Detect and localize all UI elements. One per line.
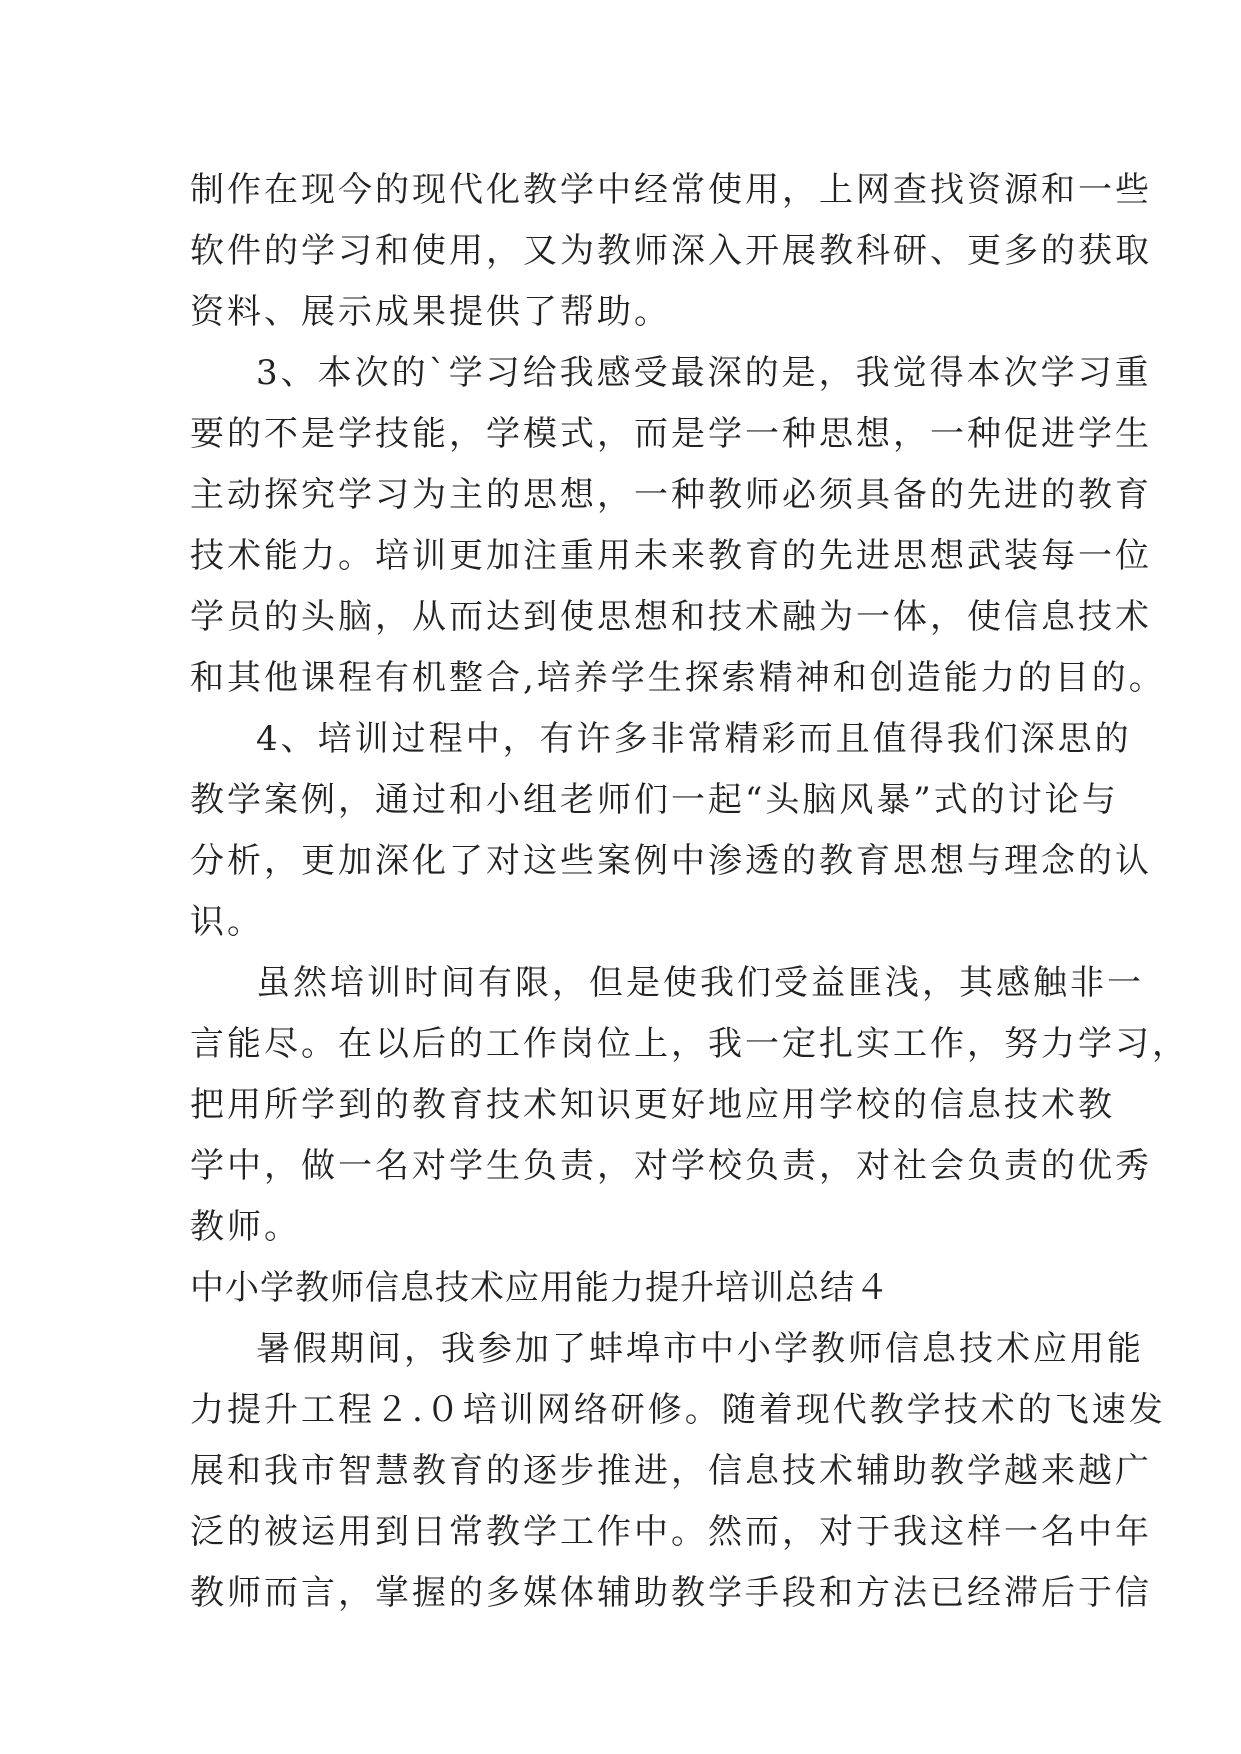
paragraph-line: 分析，更加深化了对这些案例中渗透的教育思想与理念的认 (190, 841, 1152, 881)
paragraph-line: 技术能力。培训更加注重用未来教育的先进思想武装每一位 (190, 536, 1152, 576)
paragraph-line: 主动探究学习为主的思想，一种教师必须具备的先进的教育 (190, 475, 1152, 515)
paragraph (190, 343, 1166, 709)
paragraph-line: 泛的被运用到日常教学工作中。然而，对于我这样一名中年 (190, 1512, 1152, 1552)
paragraph-line: 教师而言，掌握的多媒体辅助教学手段和方法已经滞后于信 (190, 1573, 1152, 1613)
paragraph (190, 1319, 1166, 1624)
section-heading (190, 1258, 1050, 1319)
paragraph-line: 虽然培训时间有限，但是使我们受益匪浅，其感触非一 (256, 963, 1144, 1003)
paragraph (190, 160, 1152, 343)
paragraph-line: 要的不是学技能，学模式，而是学一种思想，一种促进学生 (190, 414, 1152, 454)
paragraph-line: 展和我市智慧教育的逐步推进，信息技术辅助教学越来越广 (190, 1451, 1152, 1491)
paragraph-line: 识。 (190, 902, 264, 942)
document-body (190, 160, 1189, 1624)
paragraph-line: 资料、展示成果提供了帮助。 (190, 292, 671, 332)
paragraph-line: 教学案例，通过和小组老师们一起“头脑风暴”式的讨论与 (190, 780, 1119, 820)
paragraph-line: 学员的头脑，从而达到使思想和技术融为一体，使信息技术 (190, 597, 1152, 637)
paragraph-line: 软件的学习和使用，又为教师深入开展教科研、更多的获取 (190, 231, 1152, 271)
paragraph-line: 和其他课程有机整合,培养学生探索精神和创造能力的目的。 (190, 658, 1166, 698)
paragraph (190, 953, 1189, 1258)
paragraph-line: 把用所学到的教育技术知识更好地应用学校的信息技术教 (190, 1085, 1115, 1125)
paragraph-line: 制作在现今的现代化教学中经常使用，上网查找资源和一些 (190, 170, 1152, 210)
paragraph-line: 言能尽。在以后的工作岗位上，我一定扎实工作，努力学习， (190, 1024, 1189, 1064)
heading-text: 中小学教师信息技术应用能力提升培训总结４ (190, 1268, 890, 1308)
paragraph-line: 教师。 (190, 1207, 301, 1247)
paragraph-line: 学中，做一名对学生负责，对学校负责，对社会负责的优秀 (190, 1146, 1152, 1186)
paragraph-line: 暑假期间，我参加了蚌埠市中小学教师信息技术应用能 (256, 1329, 1144, 1369)
paragraph-line: 4、培训过程中，有许多非常精彩而且值得我们深思的 (256, 719, 1132, 759)
paragraph (190, 709, 1152, 953)
paragraph-line: 3、本次的`学习给我感受最深的是，我觉得本次学习重 (256, 353, 1152, 393)
paragraph-line: 力提升工程２.０培训网络研修。随着现代教学技术的飞速发 (190, 1390, 1166, 1430)
